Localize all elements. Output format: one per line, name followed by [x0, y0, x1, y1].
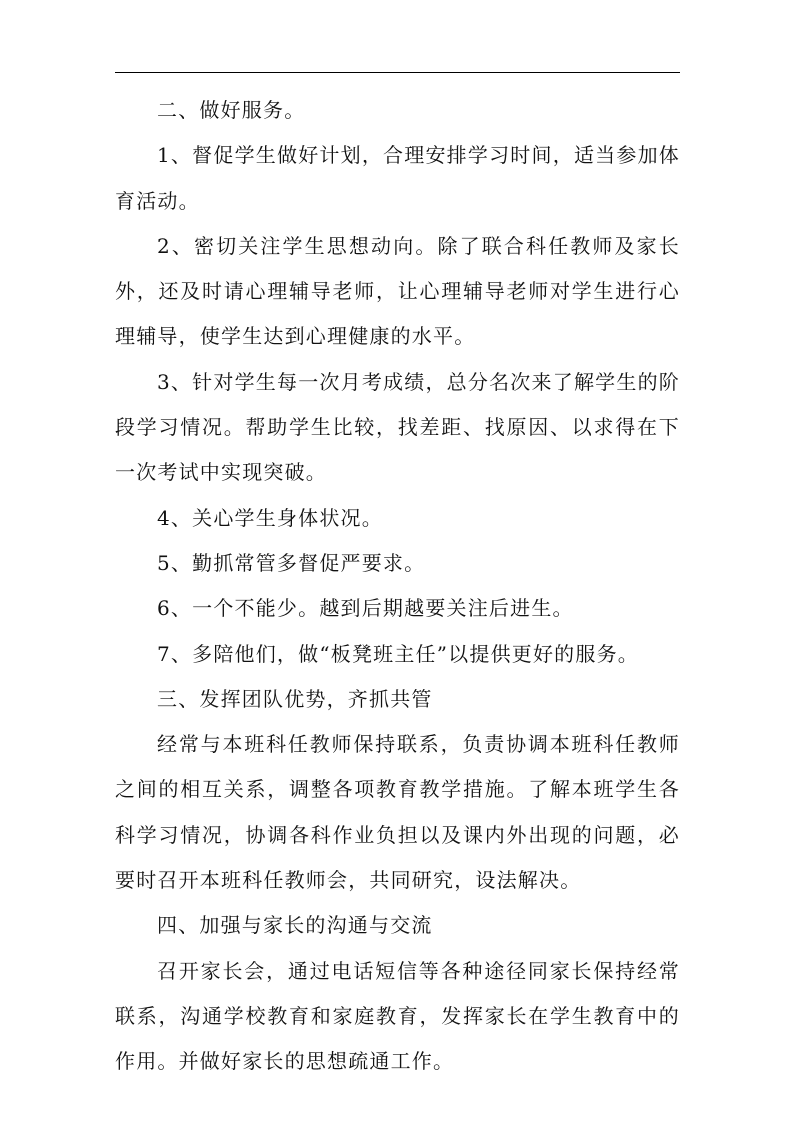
paragraph-item-7: 7、多陪他们，做“板凳班主任”以提供更好的服务。 — [157, 641, 639, 666]
paragraph-item-2: 2、密切关注学生思想动向。除了联合科任教师及家长外，还及时请心理辅导老师，让心理辅导老师对学生进行心理辅导，使学生达到心理健康的水平。 — [115, 233, 680, 349]
paragraph-item-6: 6、一个不能少。越到后期越要关注后进生。 — [157, 596, 574, 621]
paragraph-item-5: 5、勤抓常管多督促严要求。 — [157, 550, 426, 575]
section-heading-service: 二、做好服务。 — [157, 98, 306, 122]
paragraph-item-4: 4、关心学生身体状况。 — [157, 505, 383, 530]
header-rule — [115, 72, 680, 73]
paragraph-item-1: 1、督促学生做好计划，合理安排学习时间，适当参加体育活动。 — [115, 143, 680, 213]
section-heading-teamwork: 三、发挥团队优势，齐抓共管 — [157, 686, 433, 711]
section-heading-parents: 四、加强与家长的沟通与交流 — [157, 913, 433, 938]
paragraph-item-3: 3、针对学生每一次月考成绩，总分名次来了解学生的阶段学习情况。帮助学生比较，找差距、找原因、以求得在下一次考试中实现突破。 — [115, 369, 680, 485]
paragraph-parents: 召开家长会，通过电话短信等各种途径同家长保持经常联系，沟通学校教育和家庭教育，发挥家长在学生教育中的作用。并做好家长的思想疏通工作。 — [115, 958, 680, 1074]
paragraph-teamwork: 经常与本班科任教师保持联系，负责协调本班科任教师之间的相互关系，调整各项教育教学措施。了解本班学生各科学习情况，协调各科作业负担以及课内外出现的问题，必要时召开本班科任教师会，共同研究，设法解决。 — [115, 732, 680, 893]
document-body — [115, 88, 680, 1085]
